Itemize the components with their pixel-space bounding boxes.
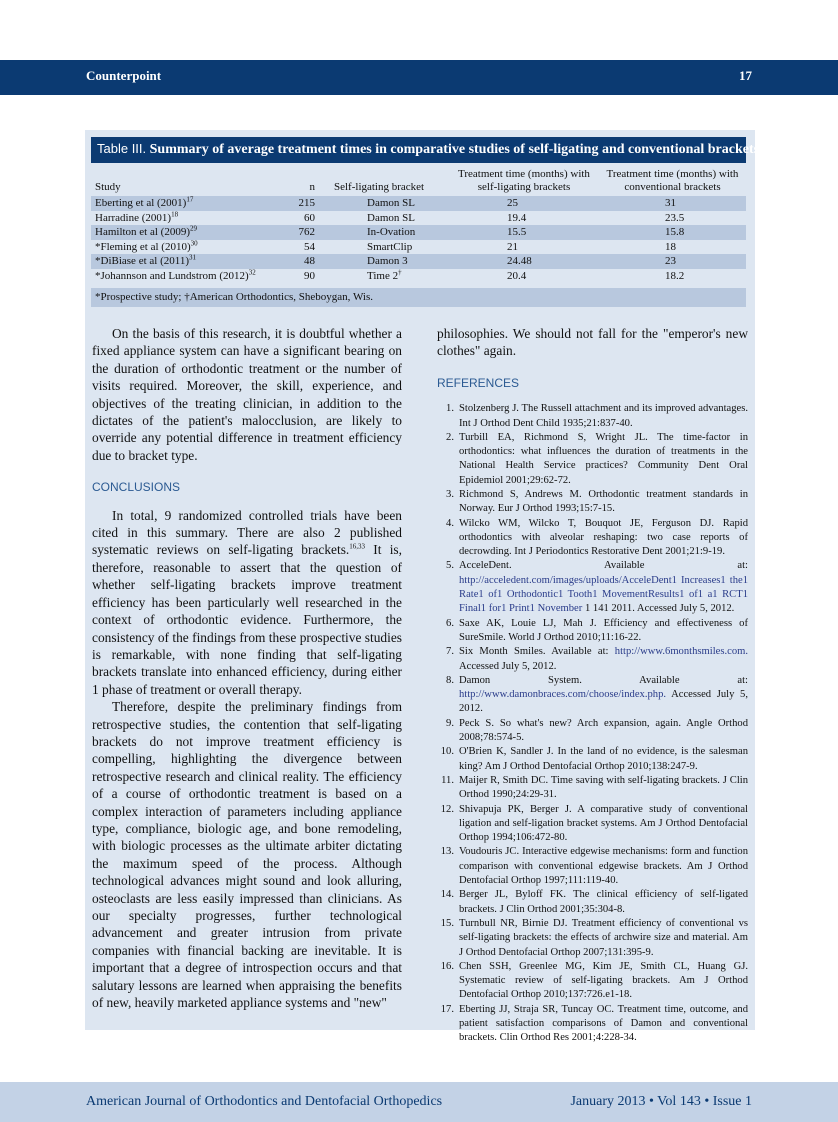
sl-time-cell: 19.4 <box>507 211 527 224</box>
column-header: Self-ligating bracket <box>334 181 425 193</box>
sl-time-cell: 24.48 <box>507 255 532 267</box>
n-cell: 90 <box>304 269 315 282</box>
reference-item: 3. Richmond S, Andrews M. Orthodontic treatment standards in Norway. Eur J Orthod 1993;15:7-15. <box>446 489 748 515</box>
conv-time-cell: 18 <box>665 240 676 253</box>
page-number: 17 <box>739 68 752 83</box>
running-footer <box>0 1082 838 1122</box>
reference-item: 10. O'Brien K, Sandler J. In the land of no evidence, is the salesman king? Am J Orthod Dentofacial Orthop 2010;138:247-9. <box>440 746 748 772</box>
bracket-cell: SmartClip <box>367 240 413 253</box>
sl-time-cell: 20.4 <box>507 269 527 282</box>
reference-item: 4. Wilcko WM, Wilcko T, Bouquot JE, Ferguson DJ. Rapid orthodontics with alveolar reshaping: two case reports of decrowding. Int J Periodontics Restorative Dent 2001;21:9-19. <box>446 517 748 558</box>
conv-time-cell: 23 <box>665 255 676 267</box>
table-row <box>91 211 746 226</box>
reference-item: 2. Turbill EA, Richmond S, Wright JL. The time-factor in orthodontics: what influences the duration of treatments in the National Health Service practices? Community Dent Oral Epidemiol 2001;29:62-72. <box>446 431 748 486</box>
table-row <box>91 269 746 284</box>
table-row <box>91 196 746 211</box>
journal-name: American Journal of Orthodontics and Dentofacial Orthopedics <box>86 1094 443 1109</box>
reference-item: 5. AcceleDent. Available at: http://acceledent.com/images/uploads/AcceleDent1 Increases1 the1 Rate1 of1 Orthodontic1 Tooth1 MovementResults1 of1 a1 RCT1 Final1 for1 Print1 November 1 141 2011. Accessed July 5, 2012. <box>446 560 748 615</box>
issue-info: January 2013 • Vol 143 • Issue 1 <box>570 1094 752 1109</box>
n-cell: 54 <box>304 240 315 253</box>
bracket-cell: Time 2† <box>367 267 402 282</box>
reference-item: 1. Stolzenberg J. The Russell attachment and its improved advantages. Int J Orthod Dent Child 1935;21:837-40. <box>446 403 748 429</box>
reference-item: 13. Voudouris JC. Interactive edgewise mechanisms: form and function comparison with conventional edgewise brackets. Am J Orthod Dentofacial Orthop 1997;111:119-40. <box>440 846 748 887</box>
reference-list <box>437 402 748 1045</box>
reference-item: 16. Chen SSH, Greenlee MG, Kim JE, Smith CL, Huang GJ. Systematic review of self-ligating brackets. Am J Orthod Dentofacial Orthop 2010;137:726.e1-18. <box>440 960 748 1001</box>
bracket-cell: Damon SL <box>367 211 415 224</box>
table-label: Table III. <box>97 141 147 156</box>
treatment-times-table <box>91 168 746 283</box>
section-heading-references: REFERENCES <box>437 375 520 390</box>
reference-item: 8. Damon System. Available at: http://www.damonbraces.com/choose/index.php. Accessed July 5, 2012. <box>446 674 748 715</box>
reference-item: 12. Shivapuja PK, Berger J. A comparative study of conventional ligation and self-ligation bracket systems. Am J Orthod Dentofacial Orthop 1994;106:472-80. <box>440 803 748 844</box>
bracket-cell: In-Ovation <box>367 226 416 238</box>
study-cell: *Fleming et al $(2010)^{30}$ <box>95 238 198 253</box>
study-cell: *DiBiase et al $(2011)^{31}$ <box>95 253 196 267</box>
paragraph: In total, 9 randomized controlled trials have been cited in this summary. There are also 2 published systematic reviews on self-ligating brackets.$^{16,33}$ It is, therefore, reasonable to assert that the question of whether self-ligating brackets improve treatment efficiency has been particularly well researched in the context of orthodontic evidence. Furthermore, the consistency of the findings from these prospective studies is remarkable, with none finding that self-ligating brackets translate into enhanced efficiency, during either 1 phase of treatment or overall therapy. <box>92 507 402 697</box>
bracket-cell: Damon 3 <box>367 255 408 267</box>
reference-link[interactable]: http://www.damonbraces.com/choose/index.php. <box>459 689 667 701</box>
table-row <box>91 254 746 269</box>
reference-item: 7. Six Month Smiles. Available at: http://www.6monthsmiles.com. Accessed July 5, 2012. <box>446 646 748 672</box>
study-cell: *Johannson and Lundstrom $(2012)^{32}$ <box>95 267 256 282</box>
section-heading-conclusions: CONCLUSIONS <box>92 480 181 495</box>
conv-time-cell: 15.8 <box>665 226 685 238</box>
paragraph: Therefore, despite the preliminary findings from retrospective studies, the contention that self-ligating brackets do not improve treatment efficiency is compelling, highlighting the divergence between retrospective research and clinical reality. The efficiency of a course of orthodontic treatment is based on a complex interaction of parameters including appliance type, compliance, biologic age, and bone remodeling, with biologic processes as the ultimate arbiter dictating the maximum speed of the process. Although technological advances might sound and look alluring, osteoclasts are less easily impressed than clinicians. As our specialty progresses, further technological advancement and greater intrusion from private companies with financial backing are inevitable. It is important that a degree of introspection occurs and that salutary lessons are learned when appraising the benefits of new, heavily marketed appliance systems and "new" <box>92 699 402 1011</box>
right-column <box>437 325 748 1046</box>
reference-item: 9. Peck S. So what's new? Arch expansion, again. Angle Orthod 2008;78:574-5. <box>446 717 748 744</box>
section-name: Counterpoint <box>86 68 162 83</box>
study-cell: Hamilton et al $(2009)^{29}$ <box>95 224 198 238</box>
conv-time-cell: 31 <box>665 197 676 209</box>
sl-time-cell: 25 <box>507 197 518 209</box>
reference-link[interactable]: http://www.6monthsmiles.com. <box>614 646 748 658</box>
conv-time-cell: 18.2 <box>665 269 685 282</box>
column-header: n <box>309 181 315 193</box>
table-row <box>91 240 746 255</box>
column-header: Treatment time (months) with conventional brackets <box>606 168 739 193</box>
column-header: Study <box>95 181 121 193</box>
table-row <box>91 225 746 240</box>
reference-item: 6. Saxe AK, Louie LJ, Mah J. Efficiency and effectiveness of SureSmile. World J Orthod 2010;11:16-22. <box>446 617 748 643</box>
paragraph: philosophies. We should not fall for the "emperor's new clothes" again. <box>437 326 748 359</box>
reference-link[interactable]: http://acceledent.com/images/uploads/AcceleDent1 Increases1 the1 Rate1 of1 Orthodontic1 Tooth1 MovementResults1 of1 a1 RCT1 Final1 for1 Print1 November <box>459 574 748 615</box>
reference-item: 14. Berger JL, Byloff FK. The clinical efficiency of self-ligated brackets. J Clin Orthod 2001;35:304-8. <box>440 889 748 915</box>
table-caption: Summary of average treatment times in comparative studies of self-ligating and conventional brackets <box>149 142 760 157</box>
paragraph: On the basis of this research, it is doubtful whether a fixed appliance system can have a significant bearing on the duration of orthodontic treatment or the number of visits required. Moreover, the skill, experience, and objectives of the treating clinician, in addition to the dictates of the patient's malocclusion, are likely to override any potential difference in treatment efficiency due to bracket type. <box>92 326 402 463</box>
study-cell: Harradine $(2001)^{18}$ <box>95 209 179 224</box>
table-footnote: *Prospective study; †American Orthodontics, Sheboygan, Wis. <box>91 288 746 307</box>
sl-time-cell: 21 <box>507 240 518 253</box>
n-cell: 48 <box>304 255 315 267</box>
study-cell: Eberting et al $(2001)^{17}$ <box>95 195 194 209</box>
table-title <box>91 137 760 163</box>
reference-item: 11. Maijer R, Smith DC. Time saving with self-ligating brackets. J Clin Orthod 1990;24:29-31. <box>441 774 748 801</box>
n-cell: 762 <box>298 226 315 238</box>
column-header: Treatment time (months) with self-ligating brackets <box>458 168 590 193</box>
reference-item: 17. Eberting JJ, Straja SR, Tuncay OC. Treatment time, outcome, and patient satisfaction comparisons of Damon and conventional brackets. Clin Orthod Res 2001;4:228-34. <box>440 1003 748 1044</box>
left-column <box>92 325 402 1011</box>
running-header <box>0 60 838 95</box>
bracket-cell: Damon SL <box>367 197 415 209</box>
sl-time-cell: 15.5 <box>507 226 527 238</box>
n-cell: 215 <box>298 197 315 209</box>
conv-time-cell: 23.5 <box>665 211 685 224</box>
n-cell: 60 <box>304 211 315 224</box>
reference-item: 15. Turnbull NR, Birnie DJ. Treatment efficiency of conventional vs self-ligating brackets: the effects of archwire size and material. Am J Orthod Dentofacial Orthop 2007;131:395-9. <box>440 917 748 958</box>
